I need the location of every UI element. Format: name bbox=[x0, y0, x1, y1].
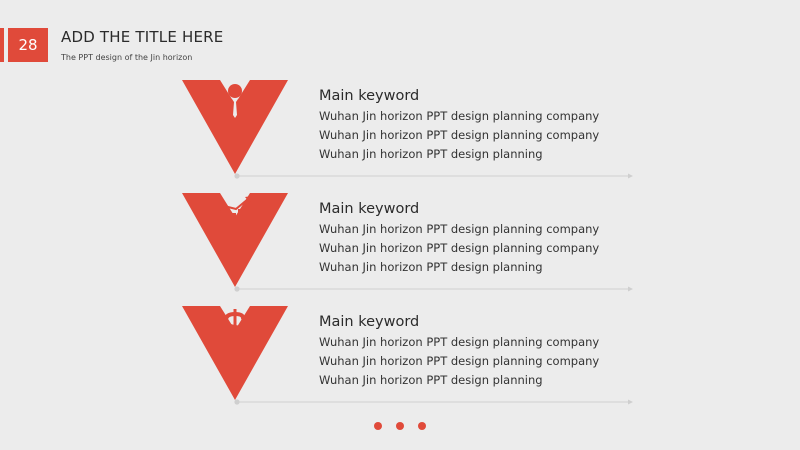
item-description-line: Wuhan Jin horizon PPT design planning company bbox=[319, 109, 600, 123]
slide-subtitle: The PPT design of the Jin horizon bbox=[61, 53, 193, 62]
divider-arrow bbox=[234, 285, 634, 293]
slide-title: ADD THE TITLE HERE bbox=[61, 28, 224, 46]
item-description-line: Wuhan Jin horizon PPT design planning bbox=[319, 147, 543, 161]
accent-edge-bar bbox=[0, 28, 4, 62]
item-keyword: Main keyword bbox=[319, 88, 420, 104]
item-text bbox=[319, 85, 599, 164]
pagination-dots bbox=[370, 420, 430, 432]
divider-arrow bbox=[234, 172, 634, 180]
item-description-line: Wuhan Jin horizon PPT design planning company bbox=[319, 128, 600, 142]
item-keyword: Main keyword bbox=[319, 314, 420, 330]
businessman-icon bbox=[212, 82, 258, 120]
pagination-dot bbox=[374, 422, 382, 430]
item-keyword: Main keyword bbox=[319, 201, 420, 217]
pagination-dot bbox=[396, 422, 404, 430]
list-item bbox=[0, 80, 800, 198]
item-description-line: Wuhan Jin horizon PPT design planning company bbox=[319, 241, 600, 255]
item-description-line: Wuhan Jin horizon PPT design planning bbox=[319, 373, 543, 387]
divider-arrow bbox=[234, 398, 634, 406]
growth-chart-icon bbox=[212, 195, 258, 233]
item-description-line: Wuhan Jin horizon PPT design planning company bbox=[319, 335, 600, 349]
list-item bbox=[0, 306, 800, 424]
item-text bbox=[319, 311, 599, 390]
item-text bbox=[319, 198, 599, 277]
item-description-line: Wuhan Jin horizon PPT design planning company bbox=[319, 354, 600, 368]
dollar-icon bbox=[212, 308, 258, 346]
page-number-badge: 28 bbox=[8, 28, 48, 62]
item-description-line: Wuhan Jin horizon PPT design planning bbox=[319, 260, 543, 274]
list-item bbox=[0, 193, 800, 311]
pagination-dot bbox=[418, 422, 426, 430]
item-description-line: Wuhan Jin horizon PPT design planning company bbox=[319, 222, 600, 236]
